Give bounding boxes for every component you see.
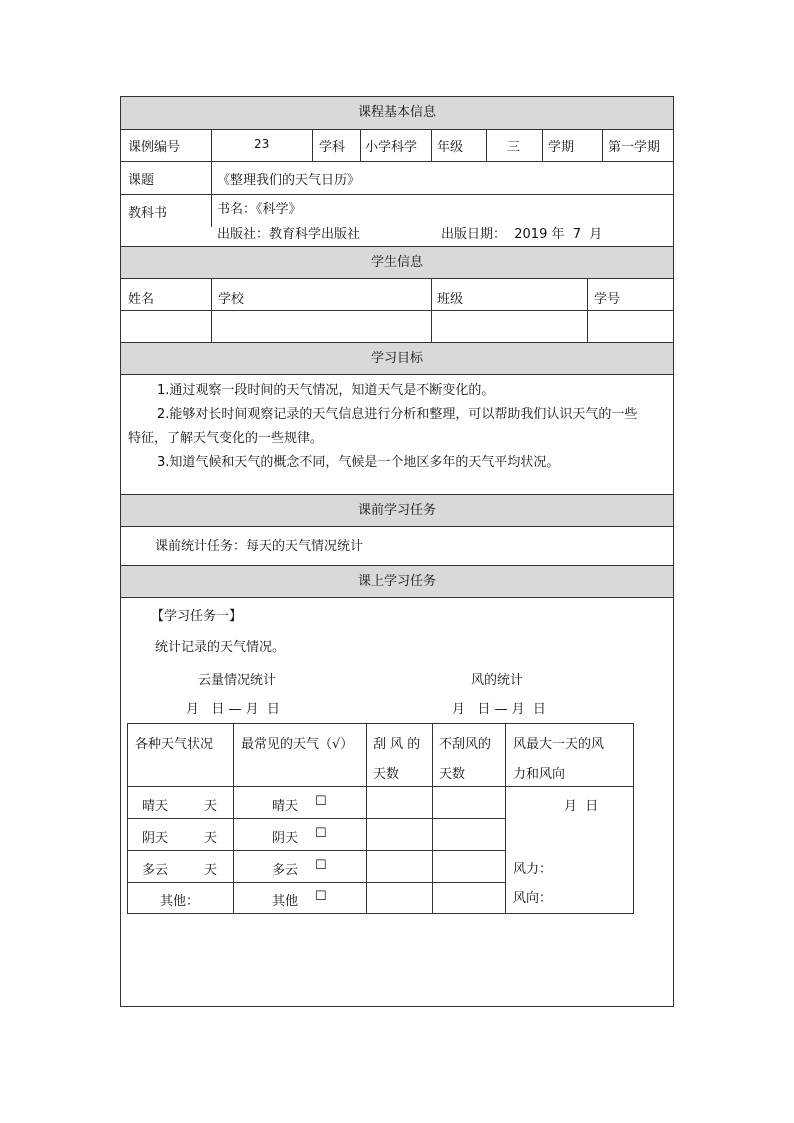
divider [121,597,673,598]
divider [312,129,313,161]
row-sunny-unit: 天 [204,799,218,814]
publisher: 出版社：教育科学出版社 [217,227,361,242]
cloud-stats-title: 云量情况统计 [198,673,277,688]
divider [505,724,506,913]
divider [121,526,673,527]
row-cloudy-choice: 多云 [272,863,299,878]
divider [121,129,673,130]
col-max-wind-2: 力和风向 [513,767,566,782]
subject-value: 小学科学 [365,140,418,155]
divider [542,129,543,161]
col-windy-days-2: 天数 [373,767,400,782]
name-field[interactable] [212,311,431,342]
divider [486,129,487,161]
divider [121,374,673,375]
col-windy-days: 刮 风 的 [373,737,421,752]
row-other-label: 其他： [160,894,200,909]
row-overcast-label: 阴天 [142,831,169,846]
row-sunny-label: 晴天 [142,799,169,814]
divider [211,129,212,227]
goal-1: 1.通过观察一段时间的天气情况，知道天气是不断变化的。 [157,383,495,398]
task-one-desc: 统计记录的天气情况。 [155,640,286,655]
student-id-label: 学号 [594,292,621,307]
divider [431,129,432,161]
case-no-value: 23 [254,137,270,151]
wind-date-range: 月 日 — 月 日 [452,702,546,717]
divider [121,161,673,162]
term-label: 学期 [548,140,575,155]
textbook-label: 教科书 [128,206,168,221]
divider [602,129,603,161]
class-label: 班级 [437,292,464,307]
topic-value: 《整理我们的天气日历》 [217,173,361,188]
overcast-checkbox[interactable]: ☐ [315,826,327,841]
name-label: 姓名 [128,292,155,307]
term-value: 第一学期 [608,140,661,155]
row-cloudy-label: 多云 [142,863,169,878]
pre-task-header: 课前学习任务 [121,495,673,526]
col-calm-days-2: 天数 [439,767,466,782]
goals-header: 学习目标 [121,343,673,374]
divider [128,786,633,787]
sunny-checkbox[interactable]: ☐ [315,794,327,809]
school-label: 学校 [218,292,245,307]
basic-info-header: 课程基本信息 [121,97,673,129]
goal-3: 3.知道气候和天气的概念不同，气候是一个地区多年的天气平均状况。 [157,455,560,470]
divider [128,850,505,851]
row-cloudy-unit: 天 [204,863,218,878]
goal-2-cont: 特征，了解天气变化的一些规律。 [128,431,324,446]
publish-date: 出版日期： 2019 年 7 月 [441,227,603,242]
row-other-choice: 其他 [272,894,299,909]
in-class-task-header: 课上学习任务 [121,566,673,597]
divider [360,129,361,161]
other-checkbox[interactable]: ☐ [315,889,327,904]
col-weather-type: 各种天气状况 [135,737,214,752]
cloud-date-range: 月 日 — 月 日 [186,702,280,717]
divider [128,882,505,883]
row-sunny-choice: 晴天 [272,799,299,814]
book-name: 书名：《科学》 [217,202,302,217]
wind-stats-title: 风的统计 [471,673,524,688]
col-calm-days: 不刮风的 [439,737,492,752]
class-field[interactable] [432,311,587,342]
divider [121,194,673,195]
wind-force-label: 风力： [513,862,553,877]
goal-2: 2.能够对长时间观察记录的天气信息进行分析和整理，可以帮助我们认识天气的一些 [157,407,638,422]
col-most-common: 最常见的天气（√） [241,737,354,752]
task-one-title: 【学习任务一】 [151,609,243,624]
row-overcast-unit: 天 [204,831,218,846]
cloudy-checkbox[interactable]: ☐ [315,858,327,873]
grade-label: 年级 [437,140,464,155]
max-wind-date: 月 日 [564,799,599,814]
lesson-form [120,96,674,1007]
subject-label: 学科 [319,140,346,155]
grade-value: 三 [507,140,521,155]
col-max-wind: 风最大一天的风 [513,737,605,752]
weather-stats-table [127,723,634,914]
divider [121,278,673,279]
wind-direction-label: 风向： [513,891,553,906]
student-id-field[interactable] [588,311,673,342]
pre-task-text: 课前统计任务：每天的天气情况统计 [155,539,364,554]
topic-label: 课题 [128,173,155,188]
student-info-header: 学生信息 [121,247,673,278]
divider [128,818,505,819]
row-overcast-choice: 阴天 [272,831,299,846]
case-no-label: 课例编号 [128,140,181,155]
